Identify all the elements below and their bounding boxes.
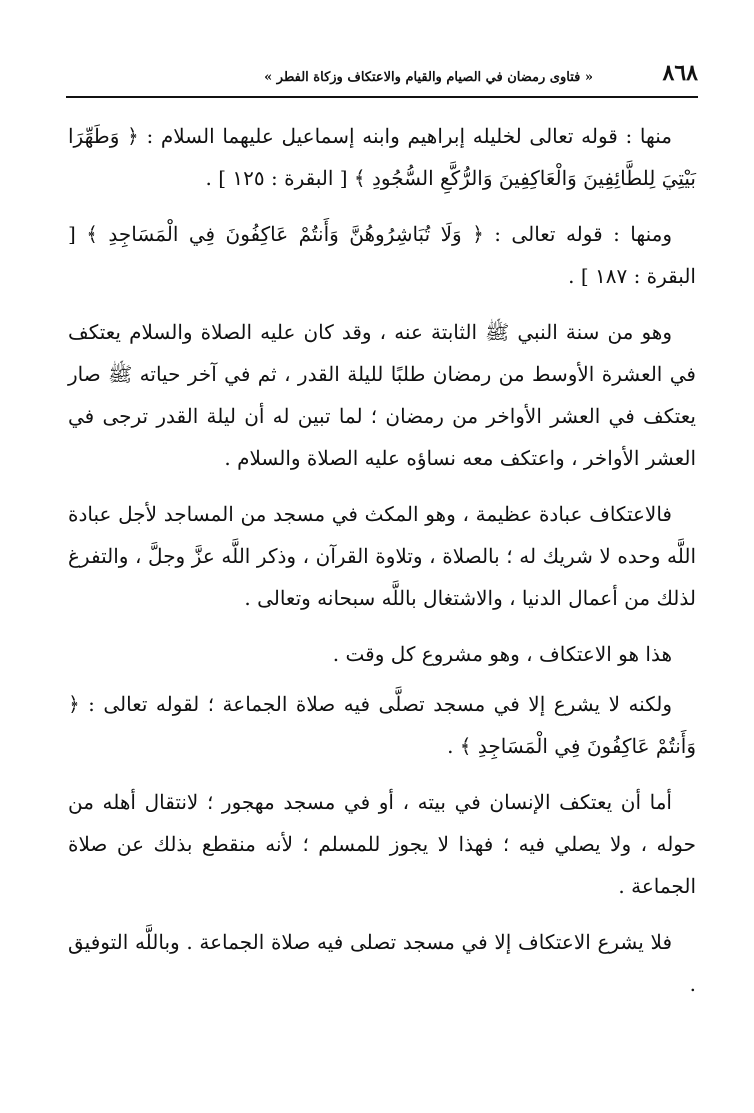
- paragraph-4: فالاعتكاف عبادة عظيمة ، وهو المكث في مسجد من المساجد لأجل عبادة اللَّه وحده لا شريك له ؛ بالصلاة ، وتلاوة القرآن ، وذكر اللَّه عزَّ وجلَّ ، والتفرغ لذلك من أعمال الدنيا ، والاشتغال باللَّه سبحانه وتعالى .: [68, 502, 696, 610]
- paragraph-3: وهو من سنة النبي ﷺ الثابتة عنه ، وقد كان عليه الصلاة والسلام يعتكف في العشرة الأوسط من رمضان طلبًا لليلة القدر ، ثم في آخر حياته ﷺ صار يعتكف في العشر الأواخر من رمضان ؛ لما تبين له أن ليلة القدر ترجى في العشر الأواخر ، واعتكف معه نساؤه عليه الصلاة والسلام .: [68, 320, 696, 470]
- page-number: ٨٦٨: [662, 60, 698, 86]
- header-rule: [66, 96, 698, 98]
- paragraph-6: ولكنه لا يشرع إلا في مسجد تصلَّى فيه صلاة الجماعة ؛ لقوله تعالى : ﴿ وَأَنتُمْ عَاكِفُونَ فِي الْمَسَاجِدِ ﴾ .: [68, 692, 696, 758]
- page-body: [68, 115, 696, 1019]
- paragraph-7: أما أن يعتكف الإنسان في بيته ، أو في مسجد مهجور ؛ لانتقال أهله من حوله ، ولا يصلي فيه ؛ فهذا لا يجوز للمسلم ؛ لأنه منقطع بذلك عن صلاة الجماعة .: [68, 790, 696, 898]
- paragraph-5: هذا هو الاعتكاف ، وهو مشروع كل وقت .: [332, 642, 672, 666]
- page-header: [66, 58, 698, 98]
- running-title: « فتاوى رمضان في الصيام والقيام والاعتكاف وزكاة الفطر »: [264, 70, 593, 85]
- paragraph-8: فلا يشرع الاعتكاف إلا في مسجد تصلى فيه صلاة الجماعة . وباللَّه التوفيق .: [68, 930, 696, 996]
- paragraph-1: منها : قوله تعالى لخليله إبراهيم وابنه إسماعيل عليهما السلام : ﴿ وَطَهِّرَا بَيْتِيَ لِلطَّائِفِينَ وَالْعَاكِفِينَ وَالرُّكَّعِ السُّجُودِ ﴾ [ البقرة : ١٢٥ ] .: [68, 124, 696, 190]
- paragraph-2: ومنها : قوله تعالى : ﴿ وَلَا تُبَاشِرُوهُنَّ وَأَنتُمْ عَاكِفُونَ فِي الْمَسَاجِدِ ﴾ [ البقرة : ١٨٧ ] .: [68, 222, 696, 288]
